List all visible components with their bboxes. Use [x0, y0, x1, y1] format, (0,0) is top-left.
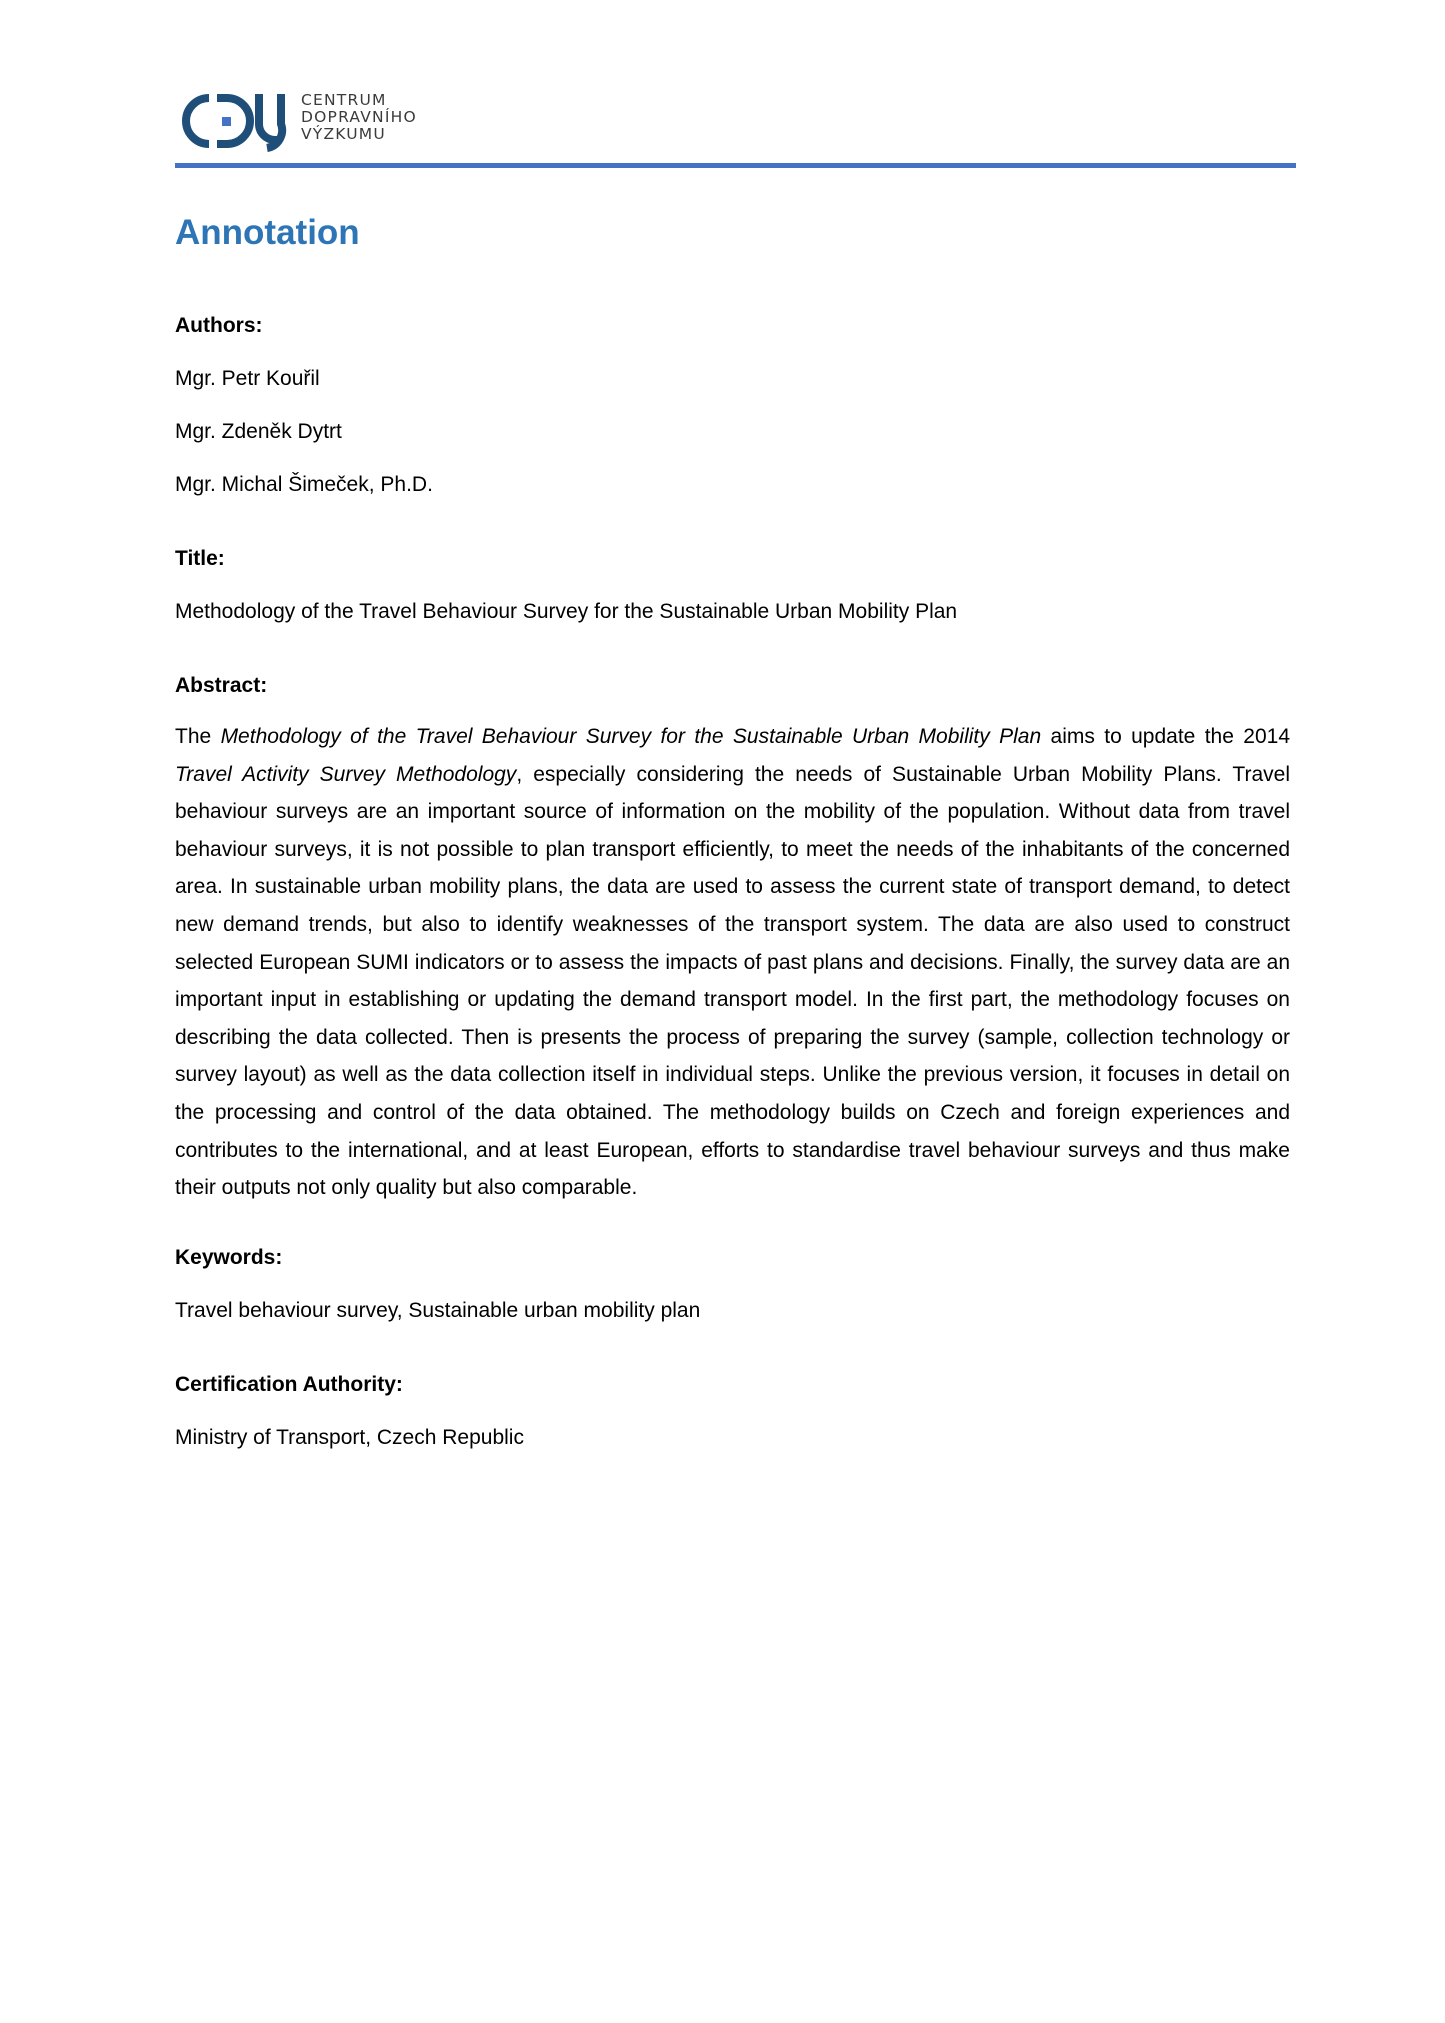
abstract-text-1: aims to update the 2014	[1041, 725, 1290, 748]
keywords-label: Keywords:	[175, 1245, 283, 1269]
logo-line-1: CENTRUM	[301, 91, 387, 109]
author-2: Mgr. Zdeněk Dytrt	[175, 420, 342, 443]
logo-line-2: DOPRAVNÍHO	[301, 108, 417, 126]
abstract-label: Abstract:	[175, 674, 268, 697]
logo-line-3: VÝZKUMU	[301, 125, 386, 143]
abstract-italic-method: Travel Activity Survey Methodology	[175, 762, 517, 786]
keywords-value: Travel behaviour survey, Sustainable urban mobility plan	[175, 1298, 701, 1322]
abstract-intro: The	[175, 725, 221, 748]
abstract-text	[175, 718, 1290, 1207]
cdv-logo-icon	[175, 90, 290, 152]
page-title: Annotation	[175, 213, 360, 252]
authors-label: Authors:	[175, 314, 263, 337]
abstract-text-2: , especially considering the needs of Sustainable Urban Mobility Plans. Travel behaviour surveys are an important source of information on the mobility of the population. Without data from travel behaviour surveys, it is not possible to plan transport efficiently, to meet the needs of the inhabitants of the concerned area. In sustainable urban mobility plans, the data are used to assess the current state of transport demand, to detect new demand trends, but also to identify weaknesses of the transport system. The data are also used to construct selected European SUMI indicators or to assess the impacts of past plans and decisions. Finally, the survey data are an important input in establishing or updating the demand transport model. In the first part, the methodology focuses on describing the data collected. Then is presents the process of preparing the survey (sample, collection technology or survey layout) as well as the data collection itself in individual steps. Unlike the previous version, it focuses in detail on the processing and control of the data obtained. The methodology builds on Czech and foreign experiences and contributes to the international, and at least European, efforts to standardise travel behaviour surveys and thus make their outputs not only quality but also comparable.	[175, 762, 1290, 1200]
certification-label: Certification Authority:	[175, 1372, 403, 1396]
header	[175, 90, 1296, 170]
author-3: Mgr. Michal Šimeček, Ph.D.	[175, 473, 433, 496]
certification-value: Ministry of Transport, Czech Republic	[175, 1425, 524, 1449]
document-body	[175, 205, 1290, 1453]
title-value: Methodology of the Travel Behaviour Survey for the Sustainable Urban Mobility Plan	[175, 600, 958, 623]
logo-wordmark	[301, 92, 417, 143]
title-label: Title:	[175, 547, 225, 570]
author-1: Mgr. Petr Kouřil	[175, 367, 320, 390]
abstract-italic-title: Methodology of the Travel Behaviour Survey for the Sustainable Urban Mobility Plan	[220, 725, 1042, 748]
header-divider	[175, 163, 1296, 168]
